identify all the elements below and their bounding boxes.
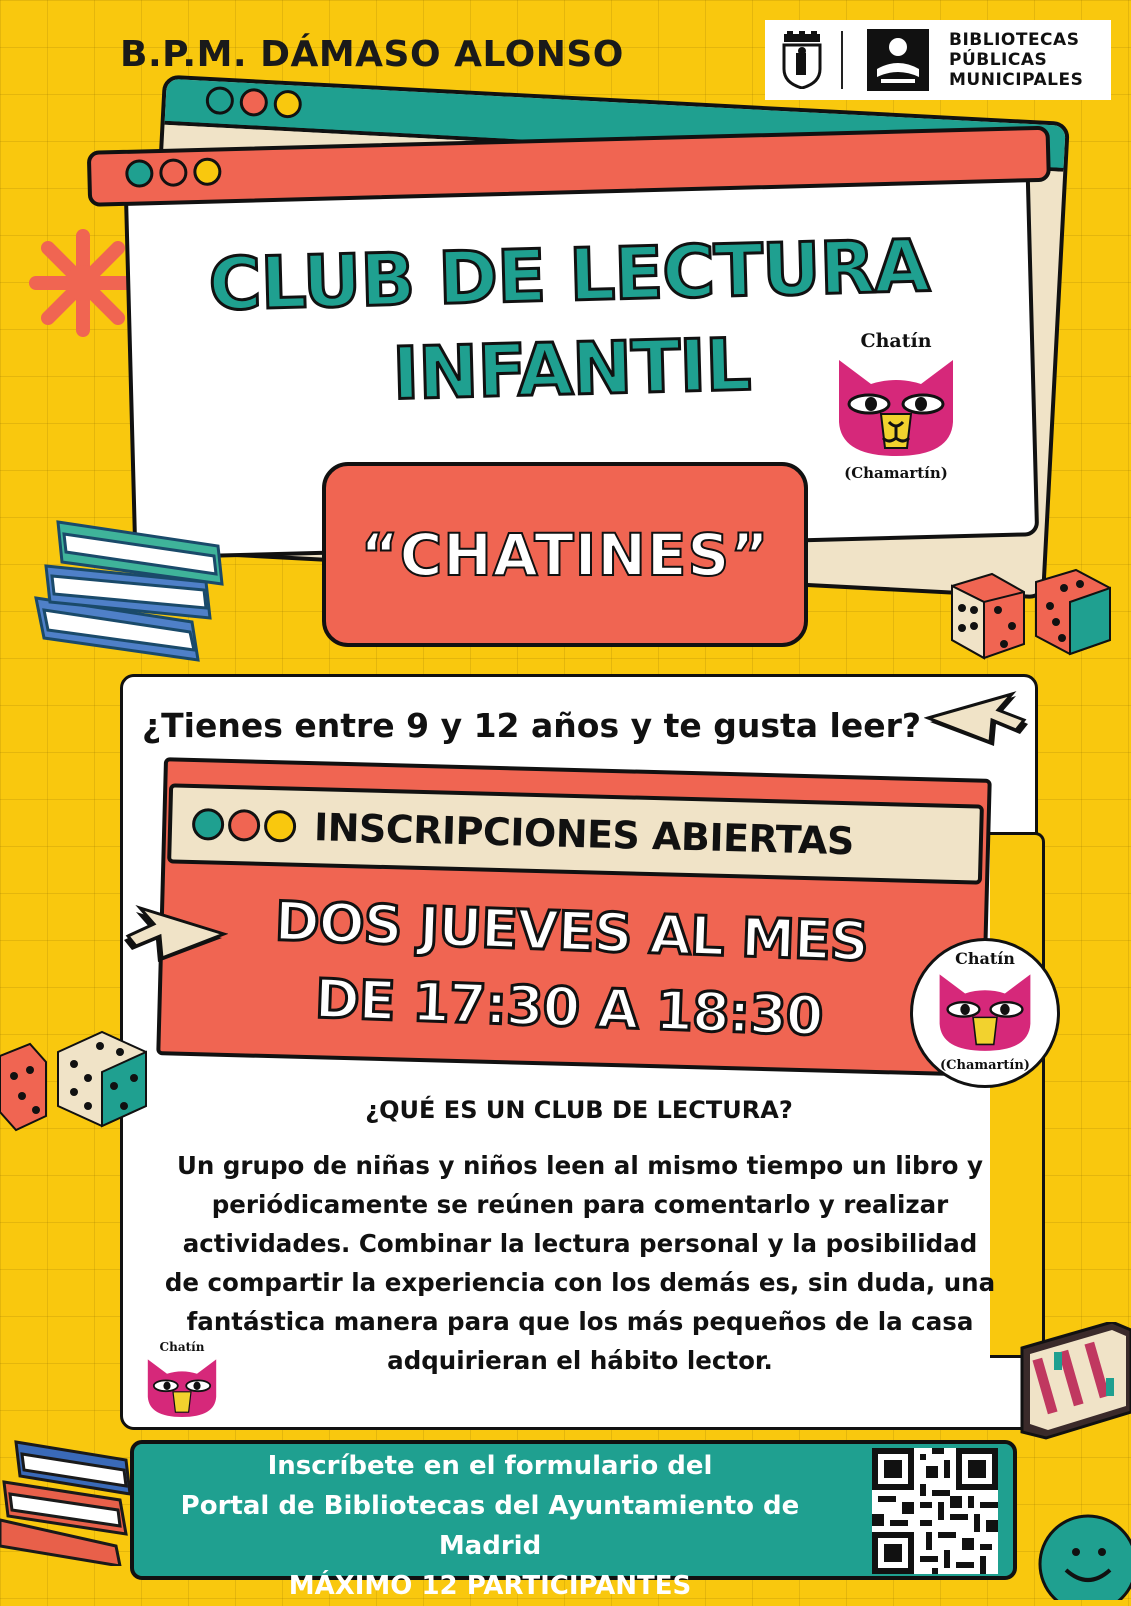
mascot-logo: Chatín (Chamartín) (826, 330, 966, 482)
qr-code-icon[interactable] (872, 1448, 998, 1574)
board-game-icon (1016, 1322, 1131, 1442)
page-title: CLUB DE LECTURA INFANTIL (207, 223, 930, 416)
about-description: Un grupo de niñas y niños leen al mismo tiempo un libro y periódicamente se reúnen para comentarlo y realizar actividades. Combinar la lectura personal y la posibilidad de compartir la experiencia con los demás es, sin duda, una fantástica manera para que los más pequeños de la casa adquirieran el hábito lector. (164, 1151, 996, 1375)
about-title: ¿QUÉ ES UN CLUB DE LECTURA? (365, 1096, 793, 1124)
books-icon (22, 510, 232, 670)
club-name-box (322, 462, 808, 647)
club-name: “CHATINES” (360, 520, 770, 589)
starburst-icon (28, 228, 138, 338)
cat-face-icon (933, 968, 1037, 1054)
library-name: B.P.M. DÁMASO ALONSO (120, 34, 624, 75)
cat-face-icon (831, 352, 961, 460)
logo-separator (841, 31, 843, 89)
cursor-arrow-icon (924, 690, 1034, 756)
footer-text: Inscríbete en el formulario del Portal de Bibliotecas del Ayuntamiento de Madrid MÁXIMO 12 PARTICIPANTES (180, 1451, 800, 1601)
mascot-badge: Chatín (Chamartín) (910, 938, 1060, 1088)
dice-icon (946, 566, 1116, 666)
cursor-arrow-icon (118, 902, 228, 972)
city-shield-icon (781, 31, 823, 89)
registration-label: INSCRIPCIONES ABIERTAS (313, 805, 855, 864)
schedule-text: DOS JUEVES AL MES DE 17:30 A 18:30 (273, 889, 869, 1048)
books-icon (0, 1436, 136, 1566)
smiley-icon (1036, 1512, 1131, 1600)
reader-icon (867, 29, 929, 91)
logo-text: BIBLIOTECAS PÚBLICAS MUNICIPALES (949, 30, 1084, 90)
libraries-logo (765, 20, 1111, 100)
cat-face-icon (143, 1354, 221, 1420)
age-question: ¿Tienes entre 9 y 12 años y te gusta leer? (142, 706, 921, 745)
mascot-small: Chatín (140, 1340, 224, 1424)
